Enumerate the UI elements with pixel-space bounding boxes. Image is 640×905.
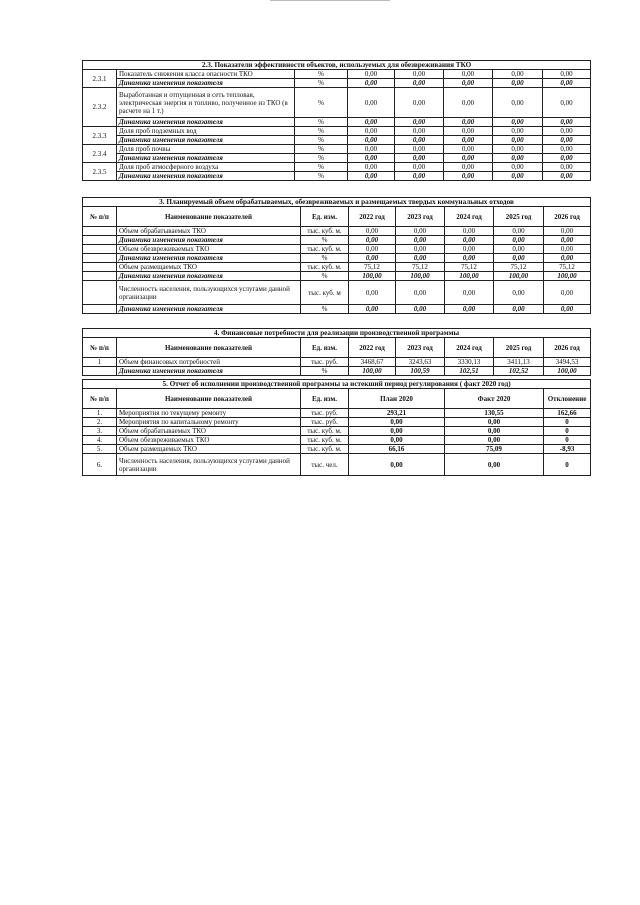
value-cell: 0,00: [493, 163, 543, 172]
value-cell: 3411,13: [494, 358, 544, 367]
row-number: 4.: [83, 436, 117, 445]
indicator-name: Динамика изменения показателя: [117, 236, 301, 245]
indicator-name: Динамика изменения показателя: [117, 79, 295, 88]
row-number: [83, 281, 117, 305]
row-number: 6.: [83, 454, 117, 476]
col-header-year: 2024 год: [445, 338, 494, 358]
plan-value: 0,00: [349, 436, 445, 445]
unit: %: [301, 367, 349, 376]
page-top-rule: [270, 0, 390, 1]
value-cell: 0,00: [445, 305, 494, 314]
value-cell: 0,00: [543, 163, 591, 172]
section-title: 4. Финансовые потребности для реализации производственной программы: [83, 329, 591, 338]
indicator-name: Объем обрабатываемых ТКО: [117, 427, 301, 436]
value-cell: 0,00: [445, 281, 494, 305]
table-row: [83, 367, 591, 376]
plan-value: 66,16: [349, 445, 445, 454]
value-cell: 0,00: [544, 281, 591, 305]
col-header-deviation: Отклонение: [544, 389, 591, 409]
value-cell: 0,00: [444, 154, 493, 163]
row-number: [83, 272, 117, 281]
value-cell: 0,00: [348, 70, 395, 79]
unit: тыс. куб. м.: [301, 227, 349, 236]
unit: %: [301, 236, 349, 245]
value-cell: 0,00: [395, 118, 444, 127]
value-cell: 0,00: [348, 88, 395, 118]
indicator-name: Динамика изменения показателя: [117, 305, 301, 314]
col-header-year: 2022 год: [349, 338, 396, 358]
value-cell: 3468,67: [349, 358, 396, 367]
deviation-value: 162,66: [544, 409, 591, 418]
unit: тыс. руб.: [301, 358, 349, 367]
value-cell: 100,59: [396, 367, 445, 376]
value-cell: 0,00: [348, 145, 395, 154]
col-header-year: 2026 год: [544, 338, 591, 358]
value-cell: 0,00: [444, 88, 493, 118]
section-5: [82, 379, 590, 476]
row-number: [83, 245, 117, 254]
table-row: [83, 154, 591, 163]
value-cell: 0,00: [543, 145, 591, 154]
value-cell: 0,00: [395, 163, 444, 172]
unit: %: [301, 272, 349, 281]
value-cell: 0,00: [493, 145, 543, 154]
value-cell: 0,00: [494, 305, 544, 314]
unit: %: [295, 70, 348, 79]
value-cell: 0,00: [395, 79, 444, 88]
table-row: [83, 227, 591, 236]
value-cell: 0,00: [544, 305, 591, 314]
value-cell: 0,00: [445, 227, 494, 236]
value-cell: 0,00: [349, 227, 396, 236]
table-row: [83, 70, 591, 79]
indicator-name: Объем размещаемых ТКО: [117, 445, 301, 454]
col-header-fact: Факт 2020: [445, 389, 544, 409]
unit: %: [301, 305, 349, 314]
indicator-name: Динамика изменения показателя: [117, 172, 295, 181]
unit: тыс. куб. м.: [301, 427, 349, 436]
section-title: 2.3. Показатели эффективности объектов, используемых для обезвреживания ТКО: [83, 61, 591, 70]
unit: тыс. чел.: [301, 454, 349, 476]
value-cell: 102,52: [494, 367, 544, 376]
table-row: [83, 445, 591, 454]
fact-value: 0,00: [445, 454, 544, 476]
value-cell: 0,00: [396, 254, 445, 263]
table-row: [83, 88, 591, 118]
unit: тыс. куб. м.: [301, 263, 349, 272]
indicator-name: Объем финансовых потребностей: [117, 358, 301, 367]
indicator-name: Доля проб подземных вод: [117, 127, 295, 136]
plan-value: 0,00: [349, 427, 445, 436]
row-number: 1.: [83, 409, 117, 418]
value-cell: 0,00: [493, 88, 543, 118]
col-header-name: Наименование показателей: [117, 338, 301, 358]
table-4: [82, 328, 591, 376]
row-number: 3.: [83, 427, 117, 436]
value-cell: 3494,53: [544, 358, 591, 367]
unit: %: [295, 154, 348, 163]
deviation-value: 0: [544, 427, 591, 436]
value-cell: 0,00: [493, 118, 543, 127]
value-cell: 0,00: [348, 154, 395, 163]
value-cell: 0,00: [543, 88, 591, 118]
section-title: 3. Планируемый объем обрабатываемых, обезвреживаемых и размещаемых твердых коммунальных отходов: [83, 198, 591, 207]
table-row: [83, 136, 591, 145]
indicator-name: Динамика изменения показателя: [117, 254, 301, 263]
value-cell: 0,00: [348, 172, 395, 181]
row-number: [83, 254, 117, 263]
indicator-name: Объем обезвреживаемых ТКО: [117, 245, 301, 254]
row-number: 2.3.5: [83, 163, 117, 181]
deviation-value: 0: [544, 436, 591, 445]
value-cell: 0,00: [494, 227, 544, 236]
indicator-name: Мероприятия по капитальному ремонту: [117, 418, 301, 427]
col-header-year: 2024 год: [445, 207, 494, 227]
col-header-unit: Ед. изм.: [301, 207, 349, 227]
value-cell: 0,00: [494, 281, 544, 305]
unit: %: [295, 127, 348, 136]
table-row: [83, 127, 591, 136]
indicator-name: Мероприятия по текущему ремонту: [117, 409, 301, 418]
table-row: [83, 79, 591, 88]
row-number: 2.: [83, 418, 117, 427]
value-cell: 0,00: [444, 145, 493, 154]
unit: %: [295, 79, 348, 88]
table-row: [83, 281, 591, 305]
value-cell: 0,00: [544, 245, 591, 254]
table-row: [83, 418, 591, 427]
value-cell: 0,00: [396, 245, 445, 254]
value-cell: 0,00: [348, 163, 395, 172]
section-4: [82, 328, 590, 376]
value-cell: 100,00: [445, 272, 494, 281]
value-cell: 0,00: [348, 127, 395, 136]
value-cell: 0,00: [444, 118, 493, 127]
table-row: [83, 305, 591, 314]
row-number: 2.3.4: [83, 145, 117, 163]
section-3: [82, 197, 590, 314]
row-number: 2.3.1: [83, 70, 117, 88]
value-cell: 102,51: [445, 367, 494, 376]
col-header-plan: План 2020: [349, 389, 445, 409]
deviation-value: 0: [544, 418, 591, 427]
row-number: [83, 305, 117, 314]
table-row: [83, 145, 591, 154]
value-cell: 0,00: [493, 154, 543, 163]
plan-value: 0,00: [349, 454, 445, 476]
unit: тыс. руб.: [301, 409, 349, 418]
value-cell: 0,00: [493, 172, 543, 181]
value-cell: 0,00: [396, 281, 445, 305]
value-cell: 75,12: [349, 263, 396, 272]
value-cell: 0,00: [494, 245, 544, 254]
table-row: [83, 263, 591, 272]
unit: тыс. куб. м.: [301, 445, 349, 454]
indicator-name: Динамика изменения показателя: [117, 118, 295, 127]
table-row: [83, 272, 591, 281]
value-cell: 0,00: [493, 136, 543, 145]
col-header-year: 2025 год: [494, 338, 544, 358]
table-row: [83, 172, 591, 181]
value-cell: 0,00: [396, 305, 445, 314]
col-header-unit: Ед. изм.: [301, 389, 349, 409]
value-cell: 0,00: [396, 227, 445, 236]
deviation-value: -8,93: [544, 445, 591, 454]
value-cell: 3330,13: [445, 358, 494, 367]
unit: %: [295, 172, 348, 181]
row-number: [83, 236, 117, 245]
indicator-name: Динамика изменения показателя: [117, 154, 295, 163]
indicator-name: Показатель снижения класса опасности ТКО: [117, 70, 295, 79]
unit: %: [295, 145, 348, 154]
fact-value: 75,09: [445, 445, 544, 454]
table-row: [83, 436, 591, 445]
table-3: [82, 197, 591, 314]
value-cell: 0,00: [444, 70, 493, 79]
indicator-name: Численность населения, пользующихся услугами данной организации: [117, 454, 301, 476]
value-cell: 100,00: [494, 272, 544, 281]
value-cell: 100,00: [544, 367, 591, 376]
indicator-name: Динамика изменения показателя: [117, 272, 301, 281]
table-row: [83, 409, 591, 418]
value-cell: 0,00: [395, 136, 444, 145]
table-row: [83, 427, 591, 436]
value-cell: 0,00: [444, 136, 493, 145]
unit: тыс. куб. м.: [301, 436, 349, 445]
unit: %: [295, 88, 348, 118]
value-cell: 0,00: [445, 236, 494, 245]
table-row: [83, 454, 591, 476]
value-cell: 3243,63: [396, 358, 445, 367]
value-cell: 0,00: [395, 154, 444, 163]
indicator-name: Доля проб атмосферного воздуха: [117, 163, 295, 172]
row-number: [83, 263, 117, 272]
value-cell: 0,00: [348, 79, 395, 88]
value-cell: 100,00: [544, 272, 591, 281]
row-number: 2.3.3: [83, 127, 117, 145]
value-cell: 0,00: [544, 254, 591, 263]
value-cell: 0,00: [444, 127, 493, 136]
value-cell: 0,00: [444, 172, 493, 181]
value-cell: 0,00: [543, 172, 591, 181]
section-2-3: [82, 60, 590, 181]
value-cell: 0,00: [544, 236, 591, 245]
col-header-name: Наименование показателей: [117, 389, 301, 409]
row-number: 2.3.2: [83, 88, 117, 127]
value-cell: 0,00: [543, 154, 591, 163]
row-number: [83, 367, 117, 376]
value-cell: 0,00: [349, 254, 396, 263]
value-cell: 75,12: [544, 263, 591, 272]
indicator-name: Объем обезвреживаемых ТКО: [117, 436, 301, 445]
value-cell: 75,12: [445, 263, 494, 272]
table-row: [83, 245, 591, 254]
value-cell: 0,00: [493, 70, 543, 79]
value-cell: 0,00: [349, 245, 396, 254]
value-cell: 0,00: [493, 127, 543, 136]
col-header-year: 2025 год: [494, 207, 544, 227]
indicator-name: Доля проб почвы: [117, 145, 295, 154]
indicator-name: Объем обрабатываемых ТКО: [117, 227, 301, 236]
col-header-year: 2023 год: [396, 207, 445, 227]
value-cell: 0,00: [349, 281, 396, 305]
fact-value: 0,00: [445, 418, 544, 427]
value-cell: 0,00: [348, 136, 395, 145]
unit: %: [295, 118, 348, 127]
table-row: [83, 236, 591, 245]
value-cell: 0,00: [543, 118, 591, 127]
value-cell: 0,00: [543, 127, 591, 136]
value-cell: 100,00: [349, 367, 396, 376]
value-cell: 0,00: [396, 236, 445, 245]
table-row: [83, 118, 591, 127]
deviation-value: 0: [544, 454, 591, 476]
row-number: [83, 227, 117, 236]
unit: тыс. куб. м.: [301, 245, 349, 254]
value-cell: 0,00: [544, 227, 591, 236]
table-row: [83, 163, 591, 172]
col-header-no: № п/п: [83, 338, 117, 358]
col-header-year: 2026 год: [544, 207, 591, 227]
value-cell: 100,00: [349, 272, 396, 281]
col-header-unit: Ед. изм.: [301, 338, 349, 358]
col-header-name: Наименование показателей: [117, 207, 301, 227]
unit: тыс. куб. м: [301, 281, 349, 305]
unit: тыс. руб.: [301, 418, 349, 427]
unit: %: [301, 254, 349, 263]
value-cell: 0,00: [543, 136, 591, 145]
table-5: [82, 379, 591, 476]
fact-value: 130,55: [445, 409, 544, 418]
value-cell: 0,00: [444, 163, 493, 172]
row-number: 1: [83, 358, 117, 367]
table-row: [83, 254, 591, 263]
value-cell: 0,00: [445, 254, 494, 263]
indicator-name: Выработанная и отпущенная в сеть тепловая, электрическая энергия и топливо, полученное из ТКО (в расчете на 1 т.): [117, 88, 295, 118]
value-cell: 0,00: [395, 88, 444, 118]
value-cell: 0,00: [395, 172, 444, 181]
value-cell: 0,00: [494, 254, 544, 263]
fact-value: 0,00: [445, 436, 544, 445]
plan-value: 0,00: [349, 418, 445, 427]
table-2-3: [82, 60, 591, 181]
col-header-no: № п/п: [83, 389, 117, 409]
indicator-name: Численность населения, пользующихся услугами данной организации: [117, 281, 301, 305]
table-row: [83, 358, 591, 367]
value-cell: 75,12: [494, 263, 544, 272]
value-cell: 0,00: [348, 118, 395, 127]
indicator-name: Динамика изменения показателя: [117, 136, 295, 145]
value-cell: 0,00: [543, 79, 591, 88]
col-header-year: 2022 год: [349, 207, 396, 227]
indicator-name: Объем размещаемых ТКО: [117, 263, 301, 272]
value-cell: 0,00: [349, 236, 396, 245]
value-cell: 75,12: [396, 263, 445, 272]
value-cell: 0,00: [349, 305, 396, 314]
indicator-name: Динамика изменения показателя: [117, 367, 301, 376]
col-header-year: 2023 год: [396, 338, 445, 358]
row-number: 5.: [83, 445, 117, 454]
value-cell: 0,00: [445, 245, 494, 254]
unit: %: [295, 136, 348, 145]
value-cell: 0,00: [494, 236, 544, 245]
value-cell: 0,00: [395, 127, 444, 136]
value-cell: 0,00: [543, 70, 591, 79]
fact-value: 0,00: [445, 427, 544, 436]
value-cell: 0,00: [444, 79, 493, 88]
section-title: 5. Отчет об исполнении производственной программы за истекший период регулирования ( факт 2020 год): [83, 380, 591, 389]
value-cell: 100,00: [396, 272, 445, 281]
value-cell: 0,00: [395, 70, 444, 79]
value-cell: 0,00: [395, 145, 444, 154]
col-header-no: № п/п: [83, 207, 117, 227]
plan-value: 293,21: [349, 409, 445, 418]
value-cell: 0,00: [493, 79, 543, 88]
unit: %: [295, 163, 348, 172]
